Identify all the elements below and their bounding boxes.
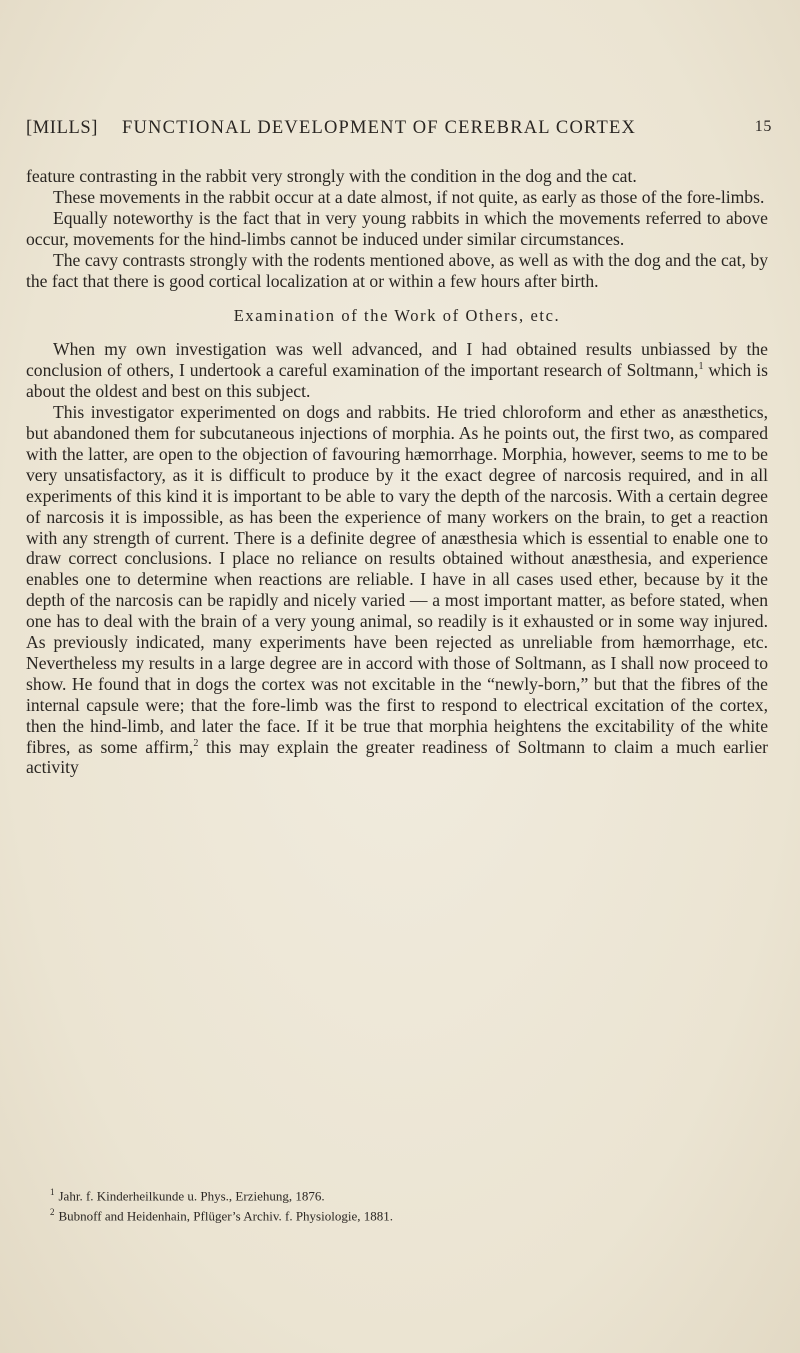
author-tag: [MILLS] xyxy=(26,118,99,138)
footnote-ref: 1 xyxy=(698,361,704,373)
paragraph: feature contrasting in the rabbit very strongly with the condition in the dog and the cat. xyxy=(26,166,637,186)
paragraph: The cavy contrasts strongly with the rodents mentioned above, as well as with the dog and the cat, by the fact that there is good cortical localization at or within a few hours after birth. xyxy=(26,249,768,291)
paragraph: Equally noteworthy is the fact that in very young rabbits in which the movements referred to above occur, movements for the hind-limbs cannot be induced under similar circumstances. xyxy=(26,207,768,249)
running-title: FUNCTIONAL DEVELOPMENT OF CEREBRAL CORTEX xyxy=(122,118,637,138)
paragraph xyxy=(26,402,768,778)
paragraph-text: This investigator experimented on dogs and rabbits. He tried chloroform and ether as anæsthetics, but abandoned them for subcutaneous injections of morphia. As he points out, the first two, as compared with the latter, are open to the objection of favouring hæmorrhage. Morphia, however, seems to me to be very unsatisfactory, as it is difficult to produce by it the exact degree of narcosis required, and in all experiments of this kind it is important to be able to vary the depth of the narcosis. With a certain degree of narcosis it is impossible, as has been the experience of many workers on the brain, to get a reaction with any strength of current. There is a definite degree of anæsthesia which is essential to enable one to draw correct conclusions. I place no reliance on results obtained without anæsthesia, and experience enables one to determine when reactions are reliable. I have in all cases used ether, because by it the depth of the narcosis can be rapidly and nicely varied — a most important matter, as before stated, when one has to deal with the brain of a very young animal, so readily is it exhausted or in some way injured. As previously indicated, many experiments have been rejected as unreliable from hæmorrhage, etc. Nevertheless my results in a large degree are in accord with those of Soltmann, as I shall now proceed to show. He found that in dogs the cortex was not excitable in the “newly-born,” but that the fibres of the internal capsule were; that the fore-limb was the first to respond to electrical excitation of the cortex, then the hind-limb, and later the face. If it be true that morphia heightens the excitability of the white fibres, as some affirm, xyxy=(26,402,768,757)
footnote xyxy=(26,1204,768,1224)
footnotes xyxy=(26,1184,768,1225)
footnote-mark: 2 xyxy=(50,1207,55,1218)
paragraph-text: which is about the oldest and best on this subject. xyxy=(26,360,768,402)
body-text xyxy=(26,166,768,778)
paragraph-text: When my own investigation was well advanced, and I had obtained results unbiassed by the conclusion of others, I undertook a careful examination of the important research of Soltmann, xyxy=(26,339,768,381)
paragraph-text: this may explain the greater readiness of Soltmann to claim a much earlier activity xyxy=(26,736,768,778)
footnote-ref: 2 xyxy=(193,737,199,749)
section-heading: Examination of the Work of Others, etc. xyxy=(233,306,561,326)
footnote xyxy=(26,1184,768,1204)
page-number: 15 xyxy=(754,118,772,135)
paragraph xyxy=(26,339,768,402)
paragraph: These movements in the rabbit occur at a date almost, if not quite, as early as those of the fore-limbs. xyxy=(53,186,765,207)
footnote-mark: 1 xyxy=(50,1187,55,1197)
footnote-text: Bubnoff and Heidenhain, Pflüger’s Archiv. f. Physiologie, 1881. xyxy=(58,1208,393,1224)
footnote-text: Jahr. f. Kinderheilkunde u. Phys., Erziehung, 1876. xyxy=(58,1188,325,1204)
running-header xyxy=(26,118,772,144)
